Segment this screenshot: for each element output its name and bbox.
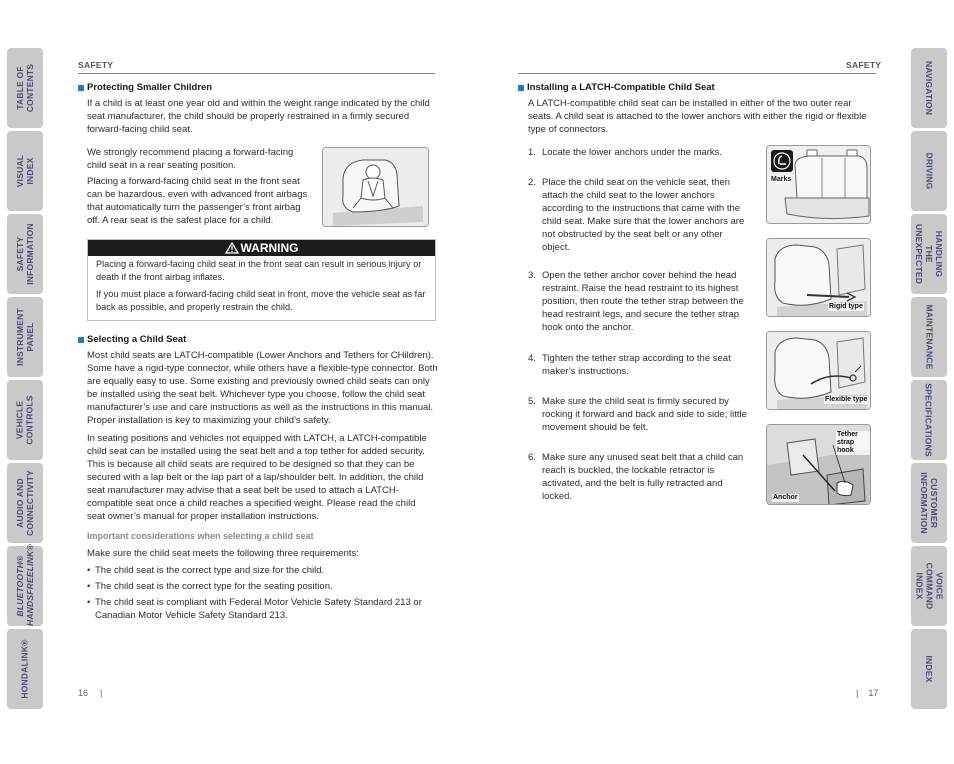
heading-square-icon <box>78 85 84 91</box>
tab-label: VISUAL INDEX <box>15 154 35 188</box>
tab-navigation[interactable] <box>911 48 947 128</box>
tab-label: HONDALINK® <box>20 639 31 699</box>
tab-customer-information[interactable] <box>911 463 947 543</box>
section-heading-installing-latch-seat: Installing a LATCH-Compatible Child Seat <box>518 82 715 93</box>
tab-label: INDEX <box>924 655 934 683</box>
tab-driving[interactable] <box>911 131 947 211</box>
latch-intro-paragraph: A LATCH-compatible child seat can be installed in either of the two outer rear seats. A child seat is attached to the lower anchors with either the rigid or flexible type of connectors. <box>528 98 867 135</box>
tab-hondalink[interactable] <box>7 629 43 709</box>
installation-step: 1. Locate the lower anchors under the marks. <box>528 147 723 158</box>
tab-audio-and-connectivity[interactable] <box>7 463 43 543</box>
tether-strap-hook-label: Tether strap hook <box>836 431 870 455</box>
requirements-intro: Make sure the child seat meets the following three requirements: <box>87 548 359 559</box>
left-page-number: 16 | <box>78 688 103 698</box>
tether-anchor-image <box>766 424 871 505</box>
warning-text-2: If you must place a forward-facing child seat in front, move the vehicle seat as far back as possible, and properly restrain the child. <box>96 289 426 312</box>
child-seat-symbol-icon <box>771 150 793 172</box>
tab-label: NAVIGATION <box>924 60 935 116</box>
left-page-header: SAFETY <box>78 60 114 70</box>
installation-step: 4. Tighten the tether strap according to the seat maker’s instructions. <box>528 353 731 377</box>
tab-handling-the-unexpected[interactable] <box>911 214 947 294</box>
heading-square-icon <box>78 337 84 343</box>
installation-step: 6. Make sure any unused seat belt that a child can reach is buckled, the lockable retractor is activated, and the belt is fully retracted and locked. <box>528 452 744 502</box>
requirement-bullet: • The child seat is the correct type for the seating position. <box>87 581 333 592</box>
requirement-bullet: • The child seat is compliant with Federal Motor Vehicle Safety Standard 213 or Canadian Motor Vehicle Safety Standard 213. <box>87 597 422 621</box>
tab-label: CUSTOMER INFORMATION <box>919 472 940 534</box>
seat-belt-installation-paragraph: In seating positions and vehicles not equipped with LATCH, a LATCH-compatible child seat can be installed using the seat belt and a top tether for added security. This is because all child seats are required to be designed so that they can be secured with a lap belt or the lap part of a lap/shoulder belt. In addition, the child seat manufacturer may advise that a seat belt be used to attach a LATCH-compatible seat once a child reaches a specified weight. Please read the child seat owner’s manual for proper installation instructions. <box>87 433 427 522</box>
tab-label: VEHICLE CONTROLS <box>15 395 36 445</box>
rear-seat-anchor-marks-image <box>766 145 871 224</box>
installation-step: 2. Place the child seat on the vehicle seat, then attach the child seat to the lower anchors according to the instructions that came with the child seat. Make sure that the lower anchors are not obstructed by the seat belt or any other object. <box>528 177 745 253</box>
tab-maintenance[interactable] <box>911 297 947 377</box>
tab-vehicle-controls[interactable] <box>7 380 43 460</box>
tab-label: MAINTENANCE <box>924 304 935 370</box>
tab-label: HANDLING THE UNEXPECTED <box>914 223 944 285</box>
requirement-bullet: • The child seat is the correct type and size for the child. <box>87 565 325 576</box>
right-page-number: | 17 <box>856 688 879 698</box>
installation-step: 5. Make sure the child seat is firmly secured by rocking it forward and back and side to side; little movement should be felt. <box>528 396 747 433</box>
left-header-rule <box>78 73 435 74</box>
intro-paragraph: If a child is at least one year old and within the weight range indicated by the child seat manufacturer, the child should be properly restrained in a firmly secured forward-facing child seat. <box>87 98 430 135</box>
warning-title-bar <box>88 240 435 256</box>
tab-label: DRIVING <box>924 152 935 190</box>
flexible-type-label: Flexible type <box>825 396 868 403</box>
marks-label: Marks <box>771 176 792 183</box>
right-page-header: SAFETY <box>846 60 882 70</box>
warning-title: WARNING <box>240 241 299 255</box>
front-seat-hazard-paragraph: Placing a forward-facing child seat in the front seat can be hazardous, even with advanced front airbags that automatically turn the passenger’s front airbag off. A rear seat is the safest place for a child. <box>87 176 308 226</box>
tab-label: BLUETOOTH® HANDSFREELINK® <box>15 544 35 626</box>
tab-table-of-contents[interactable] <box>7 48 43 128</box>
heading-square-icon <box>518 85 524 91</box>
tab-label: VOICE COMMAND INDEX <box>914 562 945 610</box>
anchor-label: Anchor <box>773 494 798 501</box>
important-considerations-subheading: Important considerations when selecting a child seat <box>87 531 314 541</box>
tab-safety-information[interactable] <box>7 214 43 294</box>
forward-facing-child-seat-image <box>322 147 429 227</box>
tab-instrument-panel[interactable] <box>7 297 43 377</box>
tab-label: INSTRUMENT PANEL <box>15 308 36 366</box>
latch-compatibility-paragraph: Most child seats are LATCH-compatible (Lower Anchors and Tethers for CHildren). Some have a rigid-type connector, while others have a flexible-type connector. Both are equally easy to use. Some existing and previously owned child seats can only be installed using the seat belt. Whichever type you choose, follow the child seat manufacturer’s use and care instructions as well as the instructions in this manual. Proper installation is key to maximizing your child’s safety. <box>87 350 438 426</box>
rigid-type-label: Rigid type <box>829 303 863 310</box>
rigid-type-connector-image <box>766 238 871 317</box>
tab-visual-index[interactable] <box>7 131 43 211</box>
tab-index[interactable] <box>911 629 947 709</box>
right-header-rule <box>518 73 876 74</box>
tab-bluetooth-handsfreelink[interactable] <box>7 546 43 626</box>
rear-seat-recommendation: We strongly recommend placing a forward-facing child seat in a rear seating position. <box>87 147 294 171</box>
warning-text-1: Placing a forward-facing child seat in the front seat can result in serious injury or death if the front airbag inflates. <box>96 259 422 282</box>
installation-step: 3. Open the tether anchor cover behind the head restraint. Raise the head restraint to its highest position, then route the tether strap between the head restraint legs, and secure the tether strap hook onto the anchor. <box>528 270 744 333</box>
section-heading-selecting-a-child-seat: Selecting a Child Seat <box>78 334 186 345</box>
tab-label: SAFETY INFORMATION <box>15 223 36 285</box>
tab-voice-command-index[interactable] <box>911 546 947 626</box>
warning-triangle-icon <box>225 242 239 254</box>
tab-label: SPECIFICATIONS <box>924 383 935 457</box>
tab-specifications[interactable] <box>911 380 947 460</box>
tab-label: TABLE OF CONTENTS <box>15 63 36 113</box>
flexible-type-connector-image <box>766 331 871 410</box>
section-heading-protecting-smaller-children: Protecting Smaller Children <box>78 82 212 93</box>
tab-label: AUDIO AND CONNECTIVITY <box>15 470 35 536</box>
